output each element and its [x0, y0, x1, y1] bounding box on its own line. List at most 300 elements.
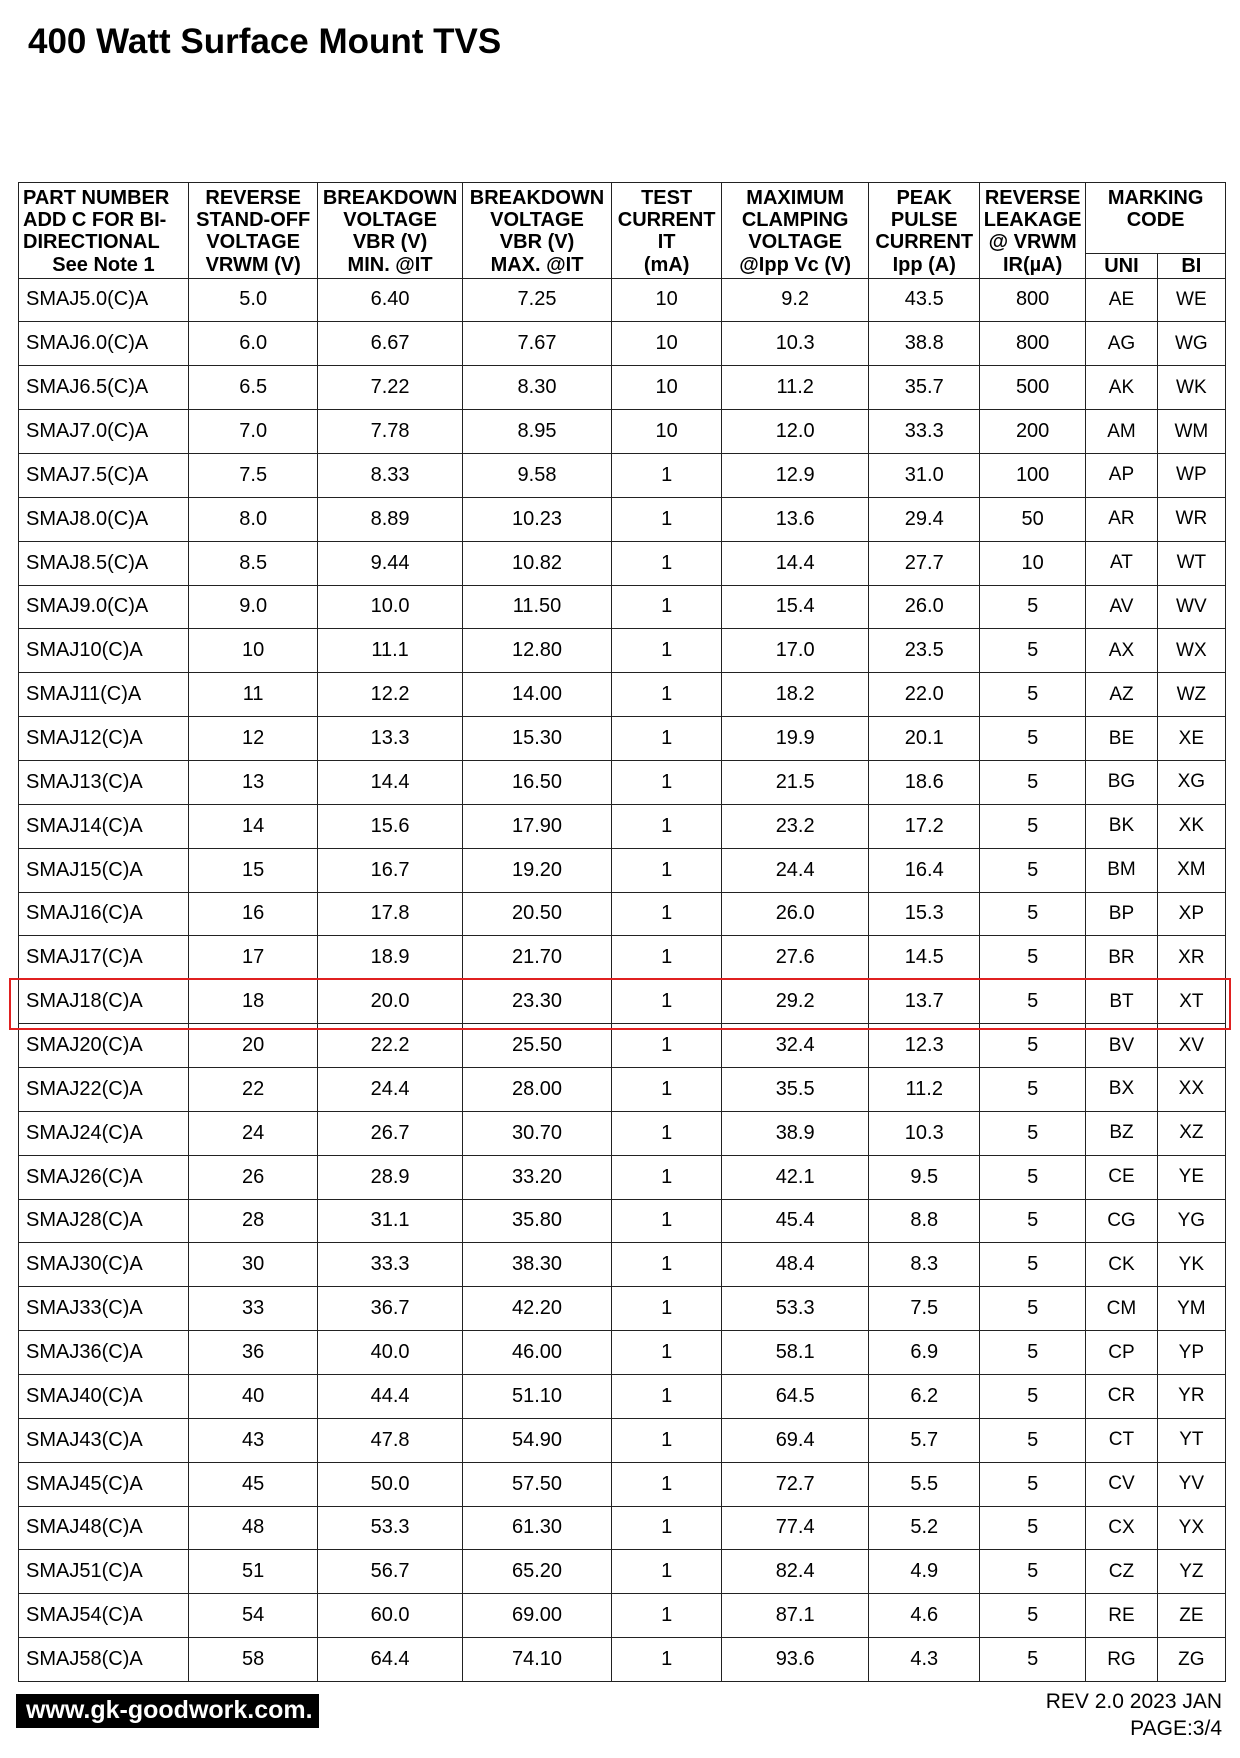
vbr-max-cell: 8.95 — [462, 410, 612, 454]
marking-bi-cell: WP — [1157, 453, 1225, 497]
vrwm-cell: 15 — [188, 848, 318, 892]
ir-cell: 5 — [980, 936, 1086, 980]
marking-uni-cell: BV — [1086, 1024, 1158, 1068]
ir-cell: 5 — [980, 1155, 1086, 1199]
vc-cell: 17.0 — [721, 629, 869, 673]
it-cell: 1 — [612, 1199, 722, 1243]
vbr-min-cell: 16.7 — [318, 848, 462, 892]
table-row — [19, 1594, 1226, 1638]
table-row — [19, 848, 1226, 892]
marking-bi-cell: YP — [1157, 1331, 1225, 1375]
table-row — [19, 453, 1226, 497]
it-cell: 10 — [612, 322, 722, 366]
vrwm-cell: 40 — [188, 1374, 318, 1418]
header-sub-vrwm: VRWM (V) — [188, 253, 318, 278]
vbr-min-cell: 60.0 — [318, 1594, 462, 1638]
ipp-cell: 26.0 — [869, 585, 980, 629]
marking-bi-cell: YK — [1157, 1243, 1225, 1287]
part-number-cell: SMAJ45(C)A — [19, 1462, 189, 1506]
ipp-cell: 20.1 — [869, 717, 980, 761]
vrwm-cell: 58 — [188, 1638, 318, 1682]
ir-cell: 5 — [980, 980, 1086, 1024]
marking-bi-cell: YX — [1157, 1506, 1225, 1550]
ipp-cell: 7.5 — [869, 1287, 980, 1331]
vbr-min-cell: 20.0 — [318, 980, 462, 1024]
vbr-max-cell: 33.20 — [462, 1155, 612, 1199]
vrwm-cell: 30 — [188, 1243, 318, 1287]
vbr-max-cell: 9.58 — [462, 453, 612, 497]
ir-cell: 5 — [980, 1199, 1086, 1243]
vc-cell: 64.5 — [721, 1374, 869, 1418]
part-number-cell: SMAJ16(C)A — [19, 892, 189, 936]
ipp-cell: 38.8 — [869, 322, 980, 366]
vrwm-cell: 33 — [188, 1287, 318, 1331]
ipp-cell: 31.0 — [869, 453, 980, 497]
vrwm-cell: 24 — [188, 1111, 318, 1155]
ir-cell: 5 — [980, 1506, 1086, 1550]
vbr-min-cell: 17.8 — [318, 892, 462, 936]
marking-bi-cell: WV — [1157, 585, 1225, 629]
marking-bi-cell: WX — [1157, 629, 1225, 673]
vrwm-cell: 5.0 — [188, 278, 318, 322]
vbr-min-cell: 22.2 — [318, 1024, 462, 1068]
vc-cell: 11.2 — [721, 366, 869, 410]
marking-uni-cell: CX — [1086, 1506, 1158, 1550]
marking-uni-cell: AX — [1086, 629, 1158, 673]
part-number-cell: SMAJ22(C)A — [19, 1067, 189, 1111]
ir-cell: 200 — [980, 410, 1086, 454]
marking-bi-cell: ZG — [1157, 1638, 1225, 1682]
vrwm-cell: 7.0 — [188, 410, 318, 454]
marking-uni-cell: CG — [1086, 1199, 1158, 1243]
ipp-cell: 35.7 — [869, 366, 980, 410]
vbr-max-cell: 7.67 — [462, 322, 612, 366]
it-cell: 1 — [612, 936, 722, 980]
ir-cell: 5 — [980, 1374, 1086, 1418]
part-number-cell: SMAJ12(C)A — [19, 717, 189, 761]
vc-cell: 23.2 — [721, 804, 869, 848]
part-number-cell: SMAJ28(C)A — [19, 1199, 189, 1243]
vrwm-cell: 18 — [188, 980, 318, 1024]
vc-cell: 27.6 — [721, 936, 869, 980]
ipp-cell: 5.2 — [869, 1506, 980, 1550]
marking-uni-cell: AP — [1086, 453, 1158, 497]
marking-uni-cell: CK — [1086, 1243, 1158, 1287]
part-number-cell: SMAJ51(C)A — [19, 1550, 189, 1594]
table-row — [19, 1418, 1226, 1462]
ipp-cell: 11.2 — [869, 1067, 980, 1111]
it-cell: 1 — [612, 497, 722, 541]
marking-bi-cell: XZ — [1157, 1111, 1225, 1155]
vc-cell: 32.4 — [721, 1024, 869, 1068]
table-row — [19, 804, 1226, 848]
ipp-cell: 33.3 — [869, 410, 980, 454]
marking-uni-cell: CP — [1086, 1331, 1158, 1375]
table-row — [19, 410, 1226, 454]
vbr-max-cell: 20.50 — [462, 892, 612, 936]
ir-cell: 5 — [980, 1331, 1086, 1375]
marking-bi-cell: YT — [1157, 1418, 1225, 1462]
vbr-max-cell: 25.50 — [462, 1024, 612, 1068]
ir-cell: 500 — [980, 366, 1086, 410]
table-row — [19, 760, 1226, 804]
vrwm-cell: 10 — [188, 629, 318, 673]
it-cell: 1 — [612, 1638, 722, 1682]
header-sub-vc: @Ipp Vc (V) — [721, 253, 869, 278]
part-number-cell: SMAJ8.5(C)A — [19, 541, 189, 585]
it-cell: 10 — [612, 278, 722, 322]
marking-uni-cell: BE — [1086, 717, 1158, 761]
marking-bi-cell: WZ — [1157, 673, 1225, 717]
marking-uni-cell: BG — [1086, 760, 1158, 804]
marking-bi-cell: YZ — [1157, 1550, 1225, 1594]
vrwm-cell: 8.0 — [188, 497, 318, 541]
header-test-current: TEST CURRENT IT — [612, 183, 722, 254]
marking-uni-cell: CR — [1086, 1374, 1158, 1418]
part-number-cell: SMAJ11(C)A — [19, 673, 189, 717]
vbr-max-cell: 51.10 — [462, 1374, 612, 1418]
it-cell: 1 — [612, 848, 722, 892]
vbr-max-cell: 54.90 — [462, 1418, 612, 1462]
marking-bi-cell: XV — [1157, 1024, 1225, 1068]
part-number-cell: SMAJ40(C)A — [19, 1374, 189, 1418]
page-number: PAGE:3/4 — [1130, 1717, 1222, 1740]
ipp-cell: 6.2 — [869, 1374, 980, 1418]
marking-bi-cell: XT — [1157, 980, 1225, 1024]
marking-bi-cell: WT — [1157, 541, 1225, 585]
it-cell: 1 — [612, 892, 722, 936]
part-number-cell: SMAJ54(C)A — [19, 1594, 189, 1638]
vbr-min-cell: 31.1 — [318, 1199, 462, 1243]
ir-cell: 5 — [980, 1594, 1086, 1638]
vbr-max-cell: 23.30 — [462, 980, 612, 1024]
table-row — [19, 1243, 1226, 1287]
vc-cell: 10.3 — [721, 322, 869, 366]
vbr-max-cell: 19.20 — [462, 848, 612, 892]
vbr-min-cell: 15.6 — [318, 804, 462, 848]
marking-uni-cell: BM — [1086, 848, 1158, 892]
part-number-cell: SMAJ24(C)A — [19, 1111, 189, 1155]
marking-bi-cell: WM — [1157, 410, 1225, 454]
table-row — [19, 1155, 1226, 1199]
vrwm-cell: 17 — [188, 936, 318, 980]
part-number-cell: SMAJ36(C)A — [19, 1331, 189, 1375]
part-number-cell: SMAJ26(C)A — [19, 1155, 189, 1199]
table-row — [19, 497, 1226, 541]
marking-uni-cell: AR — [1086, 497, 1158, 541]
it-cell: 1 — [612, 1243, 722, 1287]
vrwm-cell: 12 — [188, 717, 318, 761]
vrwm-cell: 36 — [188, 1331, 318, 1375]
vbr-min-cell: 14.4 — [318, 760, 462, 804]
vc-cell: 21.5 — [721, 760, 869, 804]
table-row — [19, 322, 1226, 366]
it-cell: 1 — [612, 1024, 722, 1068]
ir-cell: 5 — [980, 804, 1086, 848]
vrwm-cell: 8.5 — [188, 541, 318, 585]
ipp-cell: 14.5 — [869, 936, 980, 980]
vc-cell: 53.3 — [721, 1287, 869, 1331]
ipp-cell: 17.2 — [869, 804, 980, 848]
vc-cell: 77.4 — [721, 1506, 869, 1550]
vrwm-cell: 7.5 — [188, 453, 318, 497]
ir-cell: 5 — [980, 1111, 1086, 1155]
ir-cell: 10 — [980, 541, 1086, 585]
vbr-min-cell: 12.2 — [318, 673, 462, 717]
vbr-min-cell: 8.33 — [318, 453, 462, 497]
marking-uni-cell: AT — [1086, 541, 1158, 585]
vrwm-cell: 51 — [188, 1550, 318, 1594]
marking-bi-cell: WK — [1157, 366, 1225, 410]
ir-cell: 5 — [980, 848, 1086, 892]
it-cell: 1 — [612, 585, 722, 629]
marking-uni-cell: CE — [1086, 1155, 1158, 1199]
marking-uni-cell: AZ — [1086, 673, 1158, 717]
table-row — [19, 892, 1226, 936]
marking-uni-cell: CT — [1086, 1418, 1158, 1462]
vc-cell: 93.6 — [721, 1638, 869, 1682]
vbr-max-cell: 65.20 — [462, 1550, 612, 1594]
vc-cell: 58.1 — [721, 1331, 869, 1375]
marking-uni-cell: AK — [1086, 366, 1158, 410]
vbr-min-cell: 7.78 — [318, 410, 462, 454]
vbr-max-cell: 17.90 — [462, 804, 612, 848]
marking-bi-cell: ZE — [1157, 1594, 1225, 1638]
part-number-cell: SMAJ8.0(C)A — [19, 497, 189, 541]
vbr-min-cell: 44.4 — [318, 1374, 462, 1418]
header-sub-vbr-min: MIN. @IT — [318, 253, 462, 278]
vc-cell: 19.9 — [721, 717, 869, 761]
table-row — [19, 1638, 1226, 1682]
header-breakdown-min: BREAKDOWN VOLTAGE VBR (V) — [318, 183, 462, 254]
table-row — [19, 629, 1226, 673]
table-row — [19, 1287, 1226, 1331]
marking-bi-cell: YR — [1157, 1374, 1225, 1418]
ir-cell: 5 — [980, 1550, 1086, 1594]
ir-cell: 5 — [980, 1024, 1086, 1068]
marking-uni-cell: CV — [1086, 1462, 1158, 1506]
marking-uni-cell: RE — [1086, 1594, 1158, 1638]
ir-cell: 50 — [980, 497, 1086, 541]
part-number-cell: SMAJ13(C)A — [19, 760, 189, 804]
table-row — [19, 936, 1226, 980]
vbr-max-cell: 12.80 — [462, 629, 612, 673]
vc-cell: 35.5 — [721, 1067, 869, 1111]
part-number-cell: SMAJ33(C)A — [19, 1287, 189, 1331]
header-marking-code: MARKING CODE — [1086, 183, 1226, 254]
table-row — [19, 1111, 1226, 1155]
vbr-max-cell: 35.80 — [462, 1199, 612, 1243]
vbr-min-cell: 36.7 — [318, 1287, 462, 1331]
it-cell: 1 — [612, 1155, 722, 1199]
vc-cell: 12.0 — [721, 410, 869, 454]
part-number-cell: SMAJ6.5(C)A — [19, 366, 189, 410]
vrwm-cell: 13 — [188, 760, 318, 804]
ipp-cell: 22.0 — [869, 673, 980, 717]
vbr-max-cell: 28.00 — [462, 1067, 612, 1111]
ipp-cell: 29.4 — [869, 497, 980, 541]
marking-bi-cell: YV — [1157, 1462, 1225, 1506]
vc-cell: 26.0 — [721, 892, 869, 936]
ipp-cell: 8.3 — [869, 1243, 980, 1287]
header-sub-it: (mA) — [612, 253, 722, 278]
vbr-max-cell: 74.10 — [462, 1638, 612, 1682]
vbr-max-cell: 16.50 — [462, 760, 612, 804]
header-sub-part-number: See Note 1 — [19, 253, 189, 278]
table-row — [19, 278, 1226, 322]
part-number-cell: SMAJ10(C)A — [19, 629, 189, 673]
vrwm-cell: 14 — [188, 804, 318, 848]
ir-cell: 800 — [980, 322, 1086, 366]
ir-cell: 5 — [980, 1243, 1086, 1287]
vc-cell: 82.4 — [721, 1550, 869, 1594]
part-number-cell: SMAJ15(C)A — [19, 848, 189, 892]
vrwm-cell: 9.0 — [188, 585, 318, 629]
vrwm-cell: 6.5 — [188, 366, 318, 410]
ipp-cell: 13.7 — [869, 980, 980, 1024]
vbr-min-cell: 33.3 — [318, 1243, 462, 1287]
it-cell: 1 — [612, 717, 722, 761]
part-number-cell: SMAJ43(C)A — [19, 1418, 189, 1462]
it-cell: 1 — [612, 629, 722, 673]
vc-cell: 42.1 — [721, 1155, 869, 1199]
vc-cell: 87.1 — [721, 1594, 869, 1638]
vbr-min-cell: 26.7 — [318, 1111, 462, 1155]
marking-bi-cell: YM — [1157, 1287, 1225, 1331]
vc-cell: 24.4 — [721, 848, 869, 892]
vc-cell: 29.2 — [721, 980, 869, 1024]
vbr-max-cell: 10.23 — [462, 497, 612, 541]
part-number-cell: SMAJ14(C)A — [19, 804, 189, 848]
marking-bi-cell: XX — [1157, 1067, 1225, 1111]
table-row — [19, 366, 1226, 410]
ir-cell: 5 — [980, 1067, 1086, 1111]
vc-cell: 15.4 — [721, 585, 869, 629]
part-number-cell: SMAJ7.5(C)A — [19, 453, 189, 497]
marking-bi-cell: WR — [1157, 497, 1225, 541]
revision-label: REV 2.0 2023 JAN — [1045, 1690, 1222, 1713]
ipp-cell: 6.9 — [869, 1331, 980, 1375]
vc-cell: 72.7 — [721, 1462, 869, 1506]
vbr-min-cell: 9.44 — [318, 541, 462, 585]
ipp-cell: 43.5 — [869, 278, 980, 322]
it-cell: 1 — [612, 1462, 722, 1506]
it-cell: 1 — [612, 804, 722, 848]
ipp-cell: 23.5 — [869, 629, 980, 673]
vbr-max-cell: 10.82 — [462, 541, 612, 585]
marking-uni-cell: RG — [1086, 1638, 1158, 1682]
it-cell: 1 — [612, 1374, 722, 1418]
spec-table — [18, 182, 1226, 1682]
vrwm-cell: 6.0 — [188, 322, 318, 366]
vrwm-cell: 26 — [188, 1155, 318, 1199]
vbr-min-cell: 8.89 — [318, 497, 462, 541]
table-row — [19, 1550, 1226, 1594]
marking-uni-cell: BP — [1086, 892, 1158, 936]
header-peak-pulse: PEAK PULSE CURRENT — [869, 183, 980, 254]
header-reverse-leakage: REVERSE LEAKAGE @ VRWM — [980, 183, 1086, 254]
ipp-cell: 4.9 — [869, 1550, 980, 1594]
vrwm-cell: 16 — [188, 892, 318, 936]
ir-cell: 5 — [980, 892, 1086, 936]
vbr-min-cell: 47.8 — [318, 1418, 462, 1462]
vrwm-cell: 48 — [188, 1506, 318, 1550]
vbr-max-cell: 38.30 — [462, 1243, 612, 1287]
vbr-min-cell: 53.3 — [318, 1506, 462, 1550]
it-cell: 1 — [612, 760, 722, 804]
vbr-min-cell: 11.1 — [318, 629, 462, 673]
website-url[interactable]: www.gk-goodwork.com. — [16, 1694, 319, 1728]
it-cell: 1 — [612, 673, 722, 717]
vbr-min-cell: 24.4 — [318, 1067, 462, 1111]
ipp-cell: 15.3 — [869, 892, 980, 936]
it-cell: 1 — [612, 980, 722, 1024]
marking-bi-cell: XP — [1157, 892, 1225, 936]
part-number-cell: SMAJ58(C)A — [19, 1638, 189, 1682]
table-row — [19, 717, 1226, 761]
it-cell: 1 — [612, 453, 722, 497]
ir-cell: 5 — [980, 673, 1086, 717]
vbr-min-cell: 40.0 — [318, 1331, 462, 1375]
part-number-cell: SMAJ9.0(C)A — [19, 585, 189, 629]
vbr-min-cell: 50.0 — [318, 1462, 462, 1506]
marking-uni-cell: CZ — [1086, 1550, 1158, 1594]
vbr-min-cell: 64.4 — [318, 1638, 462, 1682]
header-sub-uni: UNI — [1086, 253, 1158, 278]
marking-uni-cell: BZ — [1086, 1111, 1158, 1155]
it-cell: 1 — [612, 1067, 722, 1111]
marking-bi-cell: XG — [1157, 760, 1225, 804]
vc-cell: 14.4 — [721, 541, 869, 585]
marking-uni-cell: AG — [1086, 322, 1158, 366]
it-cell: 1 — [612, 1594, 722, 1638]
vbr-min-cell: 6.67 — [318, 322, 462, 366]
it-cell: 1 — [612, 1506, 722, 1550]
vbr-max-cell: 61.30 — [462, 1506, 612, 1550]
ipp-cell: 27.7 — [869, 541, 980, 585]
ipp-cell: 8.8 — [869, 1199, 980, 1243]
vrwm-cell: 54 — [188, 1594, 318, 1638]
vbr-min-cell: 13.3 — [318, 717, 462, 761]
table-row — [19, 1024, 1226, 1068]
header-reverse-standoff: REVERSE STAND-OFF VOLTAGE — [188, 183, 318, 254]
ipp-cell: 12.3 — [869, 1024, 980, 1068]
vbr-max-cell: 15.30 — [462, 717, 612, 761]
marking-bi-cell: YG — [1157, 1199, 1225, 1243]
header-clamping-voltage: MAXIMUM CLAMPING VOLTAGE — [721, 183, 869, 254]
vc-cell: 13.6 — [721, 497, 869, 541]
page-title: 400 Watt Surface Mount TVS — [28, 22, 502, 61]
vbr-max-cell: 14.00 — [462, 673, 612, 717]
vrwm-cell: 43 — [188, 1418, 318, 1462]
marking-uni-cell: AM — [1086, 410, 1158, 454]
vc-cell: 48.4 — [721, 1243, 869, 1287]
marking-uni-cell: CM — [1086, 1287, 1158, 1331]
ipp-cell: 9.5 — [869, 1155, 980, 1199]
ir-cell: 5 — [980, 760, 1086, 804]
ipp-cell: 16.4 — [869, 848, 980, 892]
vc-cell: 45.4 — [721, 1199, 869, 1243]
vbr-max-cell: 30.70 — [462, 1111, 612, 1155]
ir-cell: 5 — [980, 629, 1086, 673]
vbr-max-cell: 11.50 — [462, 585, 612, 629]
ipp-cell: 5.7 — [869, 1418, 980, 1462]
header-sub-ipp: Ipp (A) — [869, 253, 980, 278]
it-cell: 10 — [612, 410, 722, 454]
vbr-min-cell: 28.9 — [318, 1155, 462, 1199]
vbr-max-cell: 57.50 — [462, 1462, 612, 1506]
vbr-min-cell: 56.7 — [318, 1550, 462, 1594]
